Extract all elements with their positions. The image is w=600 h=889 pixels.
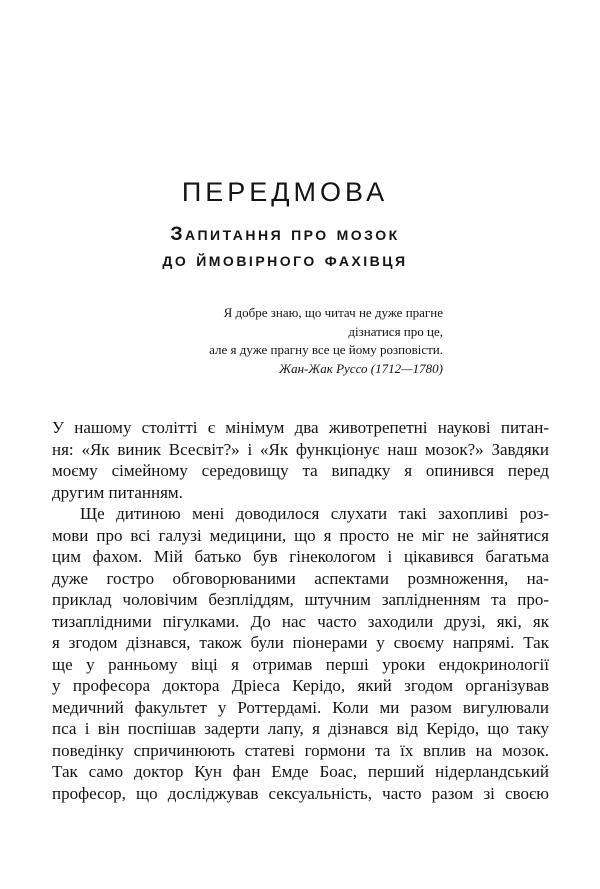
text-line: ще у ранньому віці я отримав перші уроки ендокринології — [52, 654, 549, 674]
epigraph-attribution: Жан-Жак Руссо (1712—1780) — [279, 360, 443, 376]
text-line: дуже гостро обговорюваними аспектами розмноження, на- — [52, 568, 549, 588]
text-line: У нашому столітті є мінімум два животрепетні наукові питан- — [52, 418, 549, 437]
text-line: цим фахом. Мій батько був гінекологом і цікавився багатьма — [52, 547, 549, 566]
text-line: Ще дитиною мені доводилося слухати такі захопливі роз- — [80, 504, 549, 523]
epigraph-quote — [103, 304, 443, 360]
text-line: дізнатися про це, — [348, 323, 443, 339]
text-line: у професора доктора Дріеса Керідо, який згодом організував — [52, 676, 549, 695]
chapter-title: ПЕРЕДМОВА — [181, 177, 389, 207]
text-line: пса і він поспішав задерти лапу, я дізнався від Керідо, що таку — [52, 719, 549, 738]
epigraph — [103, 304, 443, 378]
text-line: поведінку спричинюють статеві гормони та їх вплив на мозок. — [52, 740, 549, 760]
text-line: до ймовірного фахівця — [162, 249, 408, 271]
text-line: Так само доктор Кун фан Емде Боас, перший нідерландський — [52, 762, 549, 781]
text-line: Запитання про мозок — [170, 223, 400, 245]
text-line: тизаплідними пігулками. До нас часто заходили друзі, які, як — [52, 611, 549, 631]
chapter-subtitle — [35, 221, 535, 273]
text-line: приклад чоловічим безпліддям, штучним заплідненням та про- — [52, 590, 549, 609]
paragraph — [52, 417, 549, 503]
text-line: мови про всі галузі медицини, що я просто не міг не зайнятися — [52, 525, 549, 545]
text-line: ня: «Як виник Всесвіт?» і «Як функціонує наш мозок?» Завдяки — [52, 439, 549, 459]
text-line: але я дуже прагну все це йому розповісти. — [209, 342, 443, 357]
text-line: Я добре знаю, що читач не дуже прагне — [223, 305, 443, 320]
text-line: я згодом дізнався, також були піонерами у своєму напрямі. Так — [52, 633, 549, 652]
text-line: професор, що досліджував сексуальність, часто разом зі своєю — [52, 783, 549, 803]
text-line: другим питанням. — [52, 482, 183, 502]
paragraph — [52, 503, 549, 804]
text-line: моєму сімейному середовищу та випадку я опинився перед — [52, 461, 549, 480]
body-text — [52, 417, 549, 804]
text-line: медичний факультет у Роттердамі. Коли ми разом вигулювали — [52, 697, 549, 717]
